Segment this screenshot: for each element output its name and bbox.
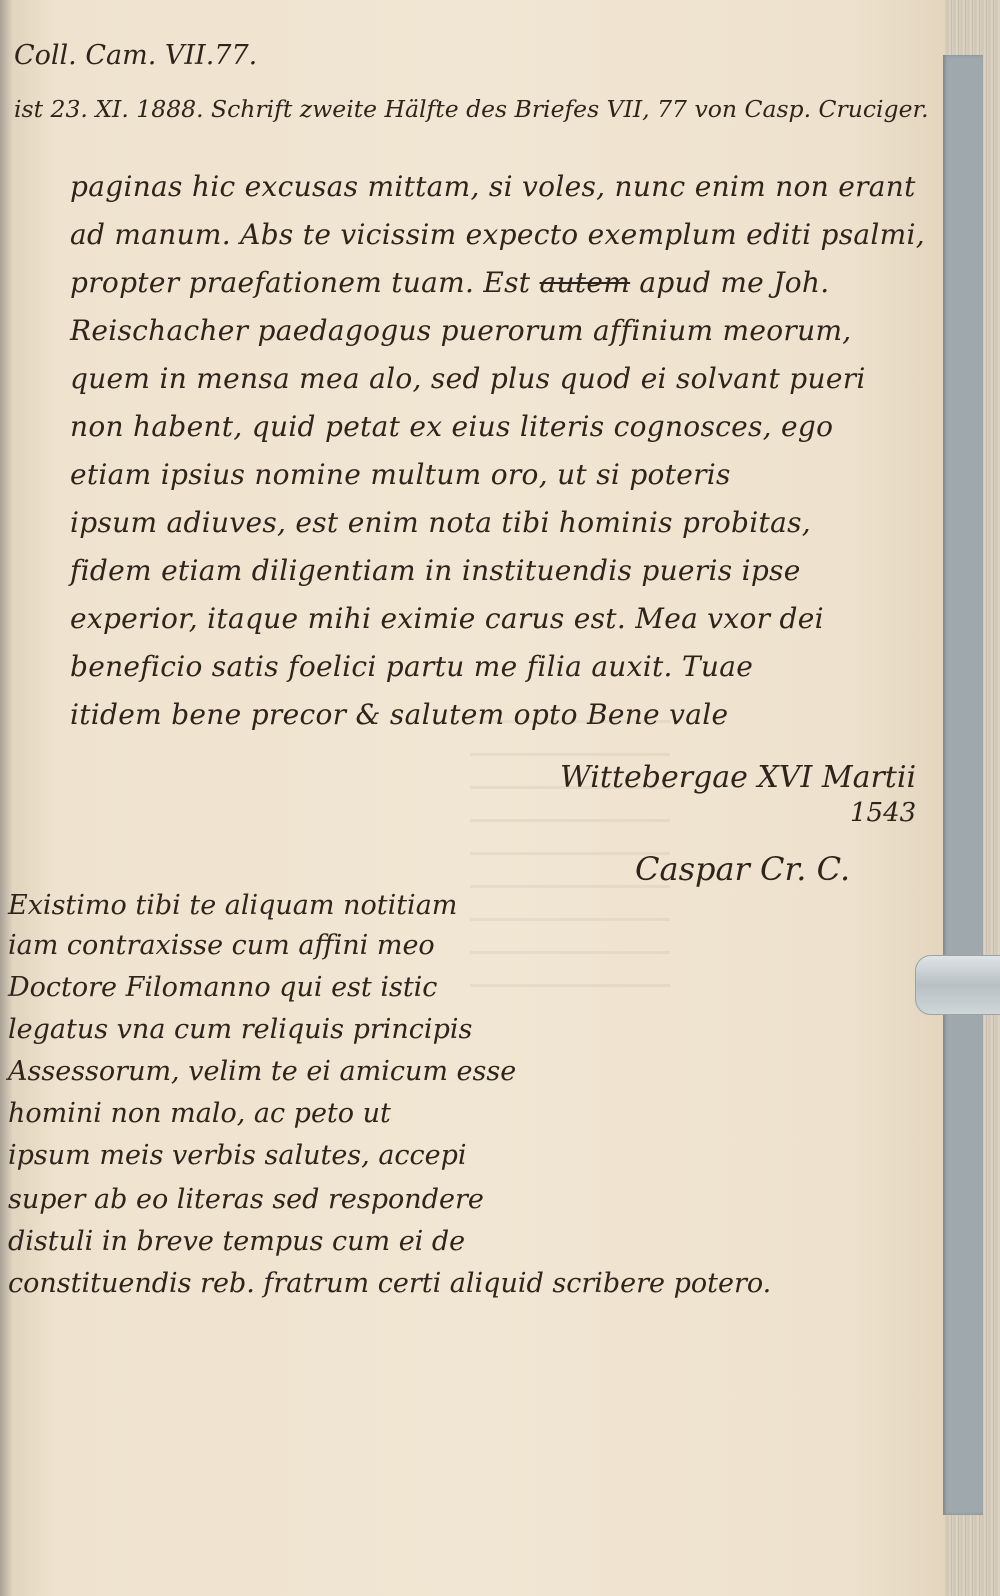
letter-line-tail: apud me Joh.: [639, 266, 830, 299]
letter-line: experior, itaque mihi eximie carus est. Mea vxor dei: [70, 602, 824, 635]
postscript-line: Doctore Filomanno qui est istic: [8, 972, 438, 1003]
postscript-line: legatus vna cum reliquis principis: [8, 1014, 473, 1045]
postscript-line: homini non malo, ac peto ut: [8, 1098, 391, 1129]
letter-line: ad manum. Abs te vicissim expecto exemplum editi psalmi,: [70, 218, 925, 251]
letter-line: etiam ipsius nomine multum oro, ut si poteris: [70, 458, 731, 491]
letter-line: beneficio satis foelici partu me filia auxit. Tuae: [70, 650, 754, 683]
postscript-line: Assessorum, velim te ei amicum esse: [8, 1056, 517, 1087]
signature: Caspar Cr. C.: [635, 850, 851, 888]
bleed-through-ghost: [470, 690, 670, 990]
paper-clip: [915, 955, 1000, 1015]
postscript-line: constituendis reb. fratrum certi aliquid scribere potero.: [8, 1268, 772, 1299]
postscript-line: Existimo tibi te aliquam notitiam: [8, 890, 458, 921]
letter-line: non habent, quid petat ex eius literis cognosces, ego: [70, 410, 834, 443]
postscript-line: ipsum meis verbis salutes, accepi: [8, 1140, 467, 1171]
letter-line: paginas hic excusas mittam, si voles, nunc enim non erant: [70, 170, 916, 203]
place-date: Wittebergae XVI Martii: [560, 760, 917, 795]
postscript-line: distuli in breve tempus cum ei de: [8, 1226, 466, 1257]
letter-line: quem in mensa mea alo, sed plus quod ei solvant pueri: [70, 362, 866, 395]
letter-year: 1543: [850, 798, 917, 828]
struck-word: autem: [539, 266, 631, 299]
collection-reference: Coll. Cam. VII.77.: [14, 40, 258, 71]
postscript-line: iam contraxisse cum affini meo: [8, 930, 435, 961]
letter-line: Reischacher paedagogus puerorum affinium meorum,: [70, 314, 852, 347]
letter-line: ipsum adiuves, est enim nota tibi hominis probitas,: [70, 506, 811, 539]
letter-line-text: propter praefationem tuam. Est: [70, 266, 531, 299]
archive-note: ist 23. XI. 1888. Schrift zweite Hälfte des Briefes VII, 77 von Casp. Cruciger.: [14, 95, 929, 123]
page-left-edge: [0, 0, 14, 1596]
letter-line: fidem etiam diligentiam in instituendis pueris ipse: [70, 554, 801, 587]
letter-line: itidem bene precor & salutem opto Bene vale: [70, 698, 729, 731]
letter-line: [70, 266, 829, 299]
blue-divider-tab: [943, 55, 983, 1515]
postscript-line: super ab eo literas sed respondere: [8, 1184, 484, 1215]
